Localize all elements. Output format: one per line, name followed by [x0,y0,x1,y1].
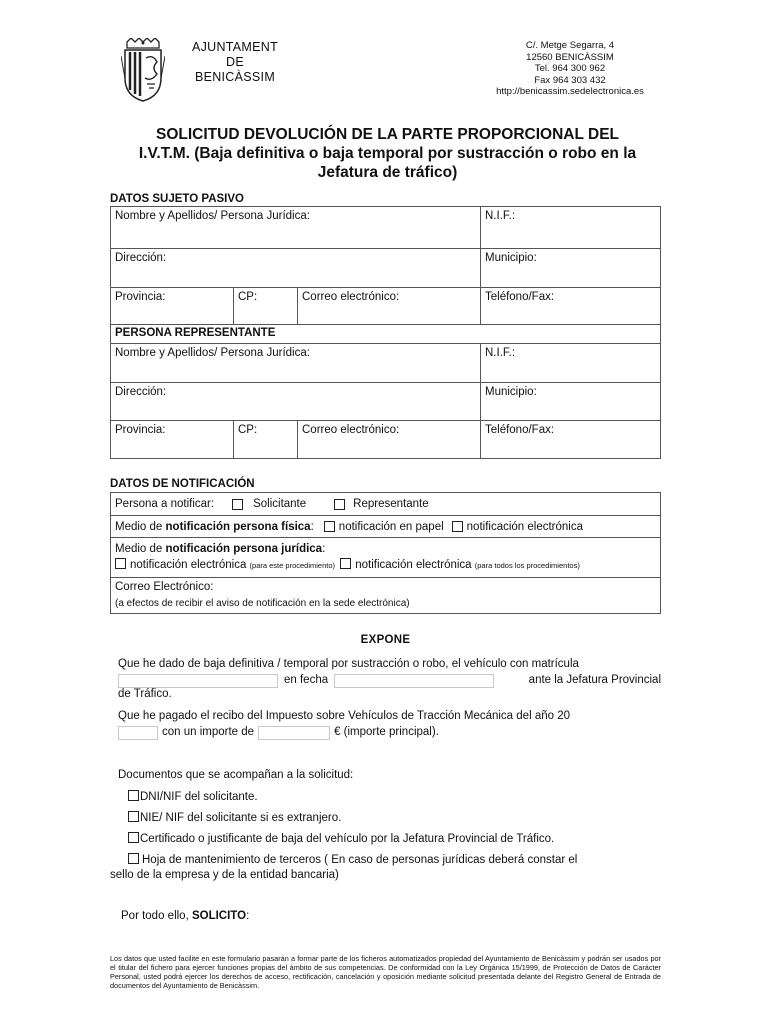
importe-label: con un importe de [162,726,255,738]
electronica-todos-label: notificación electrónica [355,559,472,571]
privacy-notice: Los datos que usted facilite en este formulario pasarán a formar parte de los ficheros automatizados propiedad del Ayuntamiento de Benicàssim y podrán ser usados por el titular del fichero para ejercer funciones propias del ámbito de sus competencias. De conformidad con la Ley Orgánica 15/1999, de Protección de Datos de Carácter Personal, usted podrá ejercer los derechos de acceso, rectificación, cancelación y oposición mediante solicitud presentada delante del Registro General de Entrada de documentos del Ayuntamiento de Benicàssim. [110,954,661,990]
address-line: 12560 BENICÀSSIM [526,51,614,63]
fisica-label: Medio de notificación persona física: [115,520,314,533]
expone-paragraph-2 [118,709,661,740]
rep-cp-field[interactable]: CP: [233,421,297,458]
org-line: BENICÀSSIM [194,70,276,84]
sujeto-nif-field[interactable]: N.I.F.: [480,207,660,248]
rep-nombre-field[interactable]: Nombre y Apellidos/ Persona Jurídica: [115,347,310,359]
sujeto-cp-field[interactable]: CP: [233,288,297,324]
electronica-fisica-checkbox[interactable] [452,521,463,532]
doc-nie-checkbox[interactable] [128,811,139,822]
sujeto-provincia-field[interactable]: Provincia: [115,291,166,303]
doc-item-dni: DNI/NIF del solicitante. [128,790,258,803]
expone-p2-line: Que he pagado el recibo del Impuesto sobre Vehículos de Tracción Mecánica del año 20 [118,710,570,722]
expone-p1-line: Que he dado de baja definitiva / temporal por sustracción o robo, el vehículo con matrícula [118,658,579,670]
solicitante-label: Solicitante [253,498,307,510]
electronica-este-checkbox[interactable] [115,558,126,569]
solicitante-checkbox[interactable] [232,499,243,510]
doc-hoja-line-2: sello de la empresa y de la entidad bancaria) [110,869,339,881]
fecha-label: en fecha [284,674,329,686]
papel-checkbox[interactable] [324,521,335,532]
representante-label: Representante [353,498,429,510]
doc-item-hoja: Hoja de mantenimiento de terceros ( En caso de personas jurídicas deberá constar el sello de la empresa y de la entidad bancaria) [110,853,661,883]
doc-item-nie: NIE/ NIF del solicitante si es extranjero. [128,811,341,824]
rep-telefono-field[interactable]: Teléfono/Fax: [480,421,660,458]
correo-notif-note: (a efectos de recibir el aviso de notificación en la sede electrónica) [115,598,410,609]
electronica-fisica-label: notificación electrónica [466,520,583,533]
expone-paragraph-1 [118,657,661,688]
municipal-crest-icon [121,38,165,102]
sujeto-telefono-field[interactable]: Teléfono/Fax: [480,288,660,324]
doc-item-certificado: Certificado o justificante de baja del vehículo por la Jefatura Provincial de Tráfico. [128,832,554,845]
electronica-este-note: (para este procedimiento) [249,561,336,570]
address-line: Tel. 964 300 962 [534,63,606,74]
section-heading-sujeto: DATOS SUJETO PASIVO [110,193,244,205]
fecha-input[interactable] [334,674,494,688]
expone-p1-end: de Tráfico. [118,688,172,700]
doc-hoja-checkbox[interactable] [128,853,139,864]
section-heading-notificacion: DATOS DE NOTIFICACIÓN [110,478,255,490]
expone-heading: EXPONE [360,634,411,646]
sujeto-municipio-field[interactable]: Municipio: [480,249,660,287]
importe-unit: € (importe principal). [334,726,439,738]
section-heading-representante: PERSONA REPRESENTANTE [115,327,276,339]
rep-provincia-field[interactable]: Provincia: [115,424,166,436]
electronica-todos-note: (para todos los procedimientos) [474,561,580,570]
address-line: C/. Metge Segarra, 4 [525,40,615,51]
sujeto-nombre-field[interactable]: Nombre y Apellidos/ Persona Jurídica: [115,210,310,222]
year-input[interactable] [118,726,158,740]
electronica-todos-checkbox[interactable] [340,558,351,569]
org-line: DE [226,55,244,69]
representante-checkbox[interactable] [334,499,345,510]
sujeto-direccion-field[interactable]: Dirección: [115,252,167,264]
solicito-line: Por todo ello, SOLICITO: [121,910,250,922]
notificacion-form [110,492,661,614]
document-title [100,125,675,182]
title-line: SOLICITUD DEVOLUCIÓN DE LA PARTE PROPORCIONAL DEL [155,126,619,143]
issuer-name [180,40,290,85]
issuer-address [470,40,670,98]
doc-dni-checkbox[interactable] [128,790,139,801]
persona-label: Persona a notificar: [115,498,215,510]
sujeto-correo-field[interactable]: Correo electrónico: [297,288,480,324]
importe-input[interactable] [258,726,330,740]
org-line: AJUNTAMENT [191,40,279,54]
correo-notif-field[interactable]: Correo Electrónico: [115,581,214,593]
address-line: Fax 964 303 432 [534,74,606,86]
electronica-este-label: notificación electrónica [130,559,247,571]
jefatura-label: ante la Jefatura Provincial [528,674,661,686]
rep-direccion-field[interactable]: Dirección: [115,386,167,398]
papel-label: notificación en papel [338,520,444,533]
title-line: I.V.T.M. (Baja definitiva o baja temporal por sustracción o robo en la [138,145,637,162]
matricula-input[interactable] [118,674,278,688]
juridica-label: Medio de notificación persona jurídica: [115,543,326,555]
documentos-intro: Documentos que se acompañan a la solicitud: [118,769,354,781]
rep-correo-field[interactable]: Correo electrónico: [297,421,480,458]
website-link[interactable]: http://benicassim.sedelectronica.es [496,86,644,97]
doc-certificado-checkbox[interactable] [128,832,139,843]
rep-nif-field[interactable]: N.I.F.: [480,344,660,382]
rep-municipio-field[interactable]: Municipio: [480,383,660,420]
sujeto-form [110,206,661,459]
title-line: Jefatura de tráfico) [317,164,458,181]
